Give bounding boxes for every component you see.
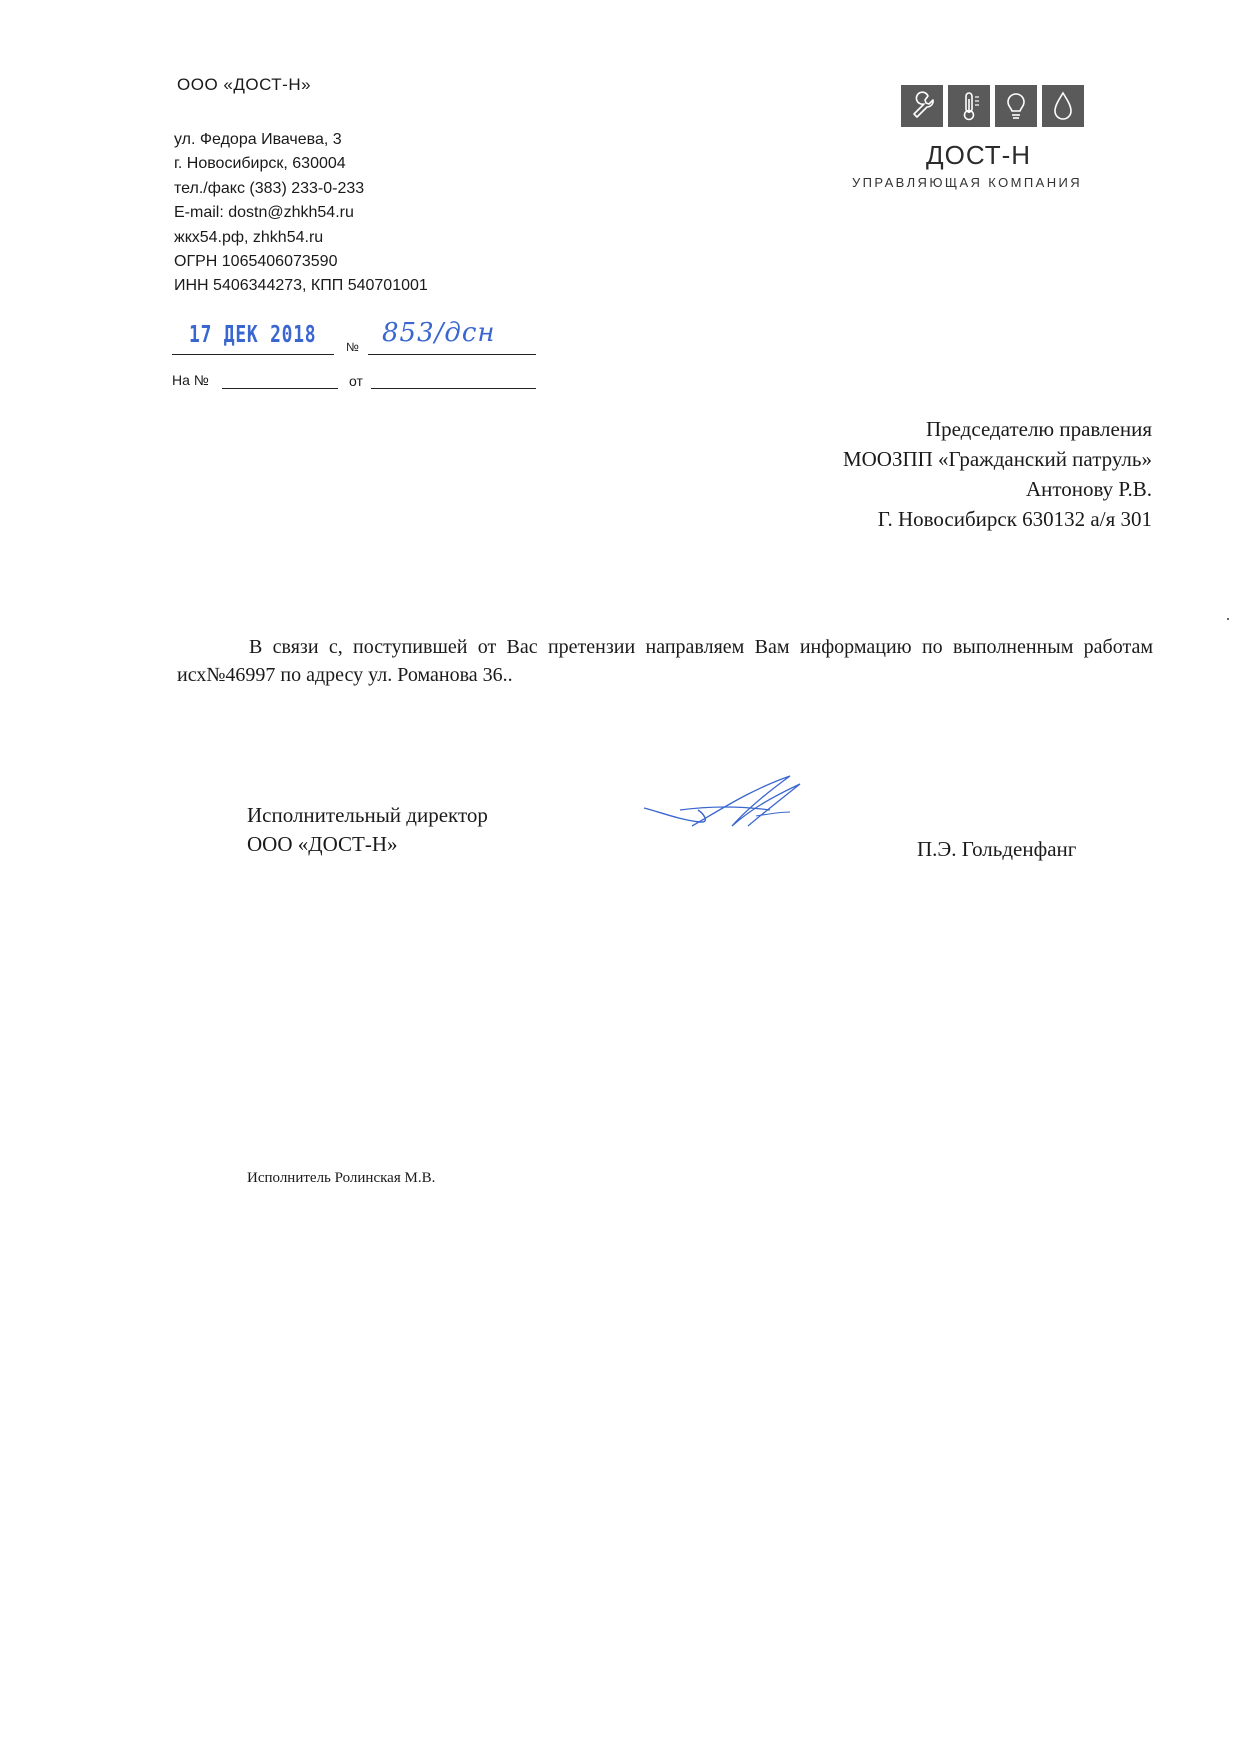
- address-street: ул. Федора Ивачева, 3: [174, 131, 342, 148]
- address-ogrn: ОГРН 1065406073590: [174, 253, 338, 271]
- lightbulb-icon: [995, 85, 1037, 127]
- handwritten-signature: [640, 770, 830, 840]
- date-stamp: 17 ДЕК 2018: [189, 322, 317, 348]
- company-address-block: [174, 128, 428, 299]
- addressee-block: [843, 414, 1152, 534]
- addressee-organization: МООЗПП «Гражданский патруль»: [842, 447, 1152, 471]
- addressee-address: Г. Новосибирск 630132 а/я 301: [877, 507, 1152, 531]
- addressee-name: Антонову Р.В.: [1025, 477, 1152, 501]
- signatory-title: [247, 801, 488, 859]
- signatory-company: ООО «ДОСТ-Н»: [247, 832, 398, 856]
- ref-number-underline: [222, 388, 338, 389]
- water-drop-icon: [1042, 85, 1084, 127]
- executor-note: Исполнитель Ролинская М.В.: [247, 1170, 436, 1186]
- company-logo-tiles: [901, 85, 1085, 127]
- address-inn-kpp: ИНН 5406344273, КПП 540701001: [174, 277, 428, 295]
- signatory-name: П.Э. Гольденфанг: [917, 837, 1077, 861]
- thermometer-icon: [948, 85, 990, 127]
- date-underline: [172, 354, 334, 355]
- logo-company-name: ДОСТ-Н: [926, 140, 1032, 170]
- number-label: №: [346, 340, 359, 354]
- wrench-icon: [901, 85, 943, 127]
- ref-date-underline: [371, 388, 536, 389]
- ref-number-label: На №: [172, 372, 209, 388]
- address-city: г. Новосибирск, 630004: [174, 155, 346, 173]
- address-email: E-mail: dostn@zhkh54.ru: [174, 204, 354, 222]
- addressee-position: Председателю правления: [925, 417, 1152, 441]
- address-websites: жкх54.рф, zhkh54.ru: [174, 228, 324, 246]
- address-phone: тел./факс (383) 233-0-233: [174, 179, 365, 197]
- outgoing-number-handwritten: 853/дсн: [382, 318, 496, 348]
- scan-speck: [1227, 618, 1229, 620]
- company-name: ООО «ДОСТ-Н»: [177, 75, 312, 94]
- number-underline: [368, 354, 536, 355]
- letter-body: В связи с, поступившей от Вас претензии направляем Вам информацию по выполненным работам исх№46997 по адресу ул. Романова 36..: [177, 636, 1153, 686]
- signatory-position: Исполнительный директор: [247, 803, 488, 827]
- ref-date-label: от: [349, 373, 363, 389]
- logo-subtitle: УПРАВЛЯЮЩАЯ КОМПАНИЯ: [852, 175, 1083, 190]
